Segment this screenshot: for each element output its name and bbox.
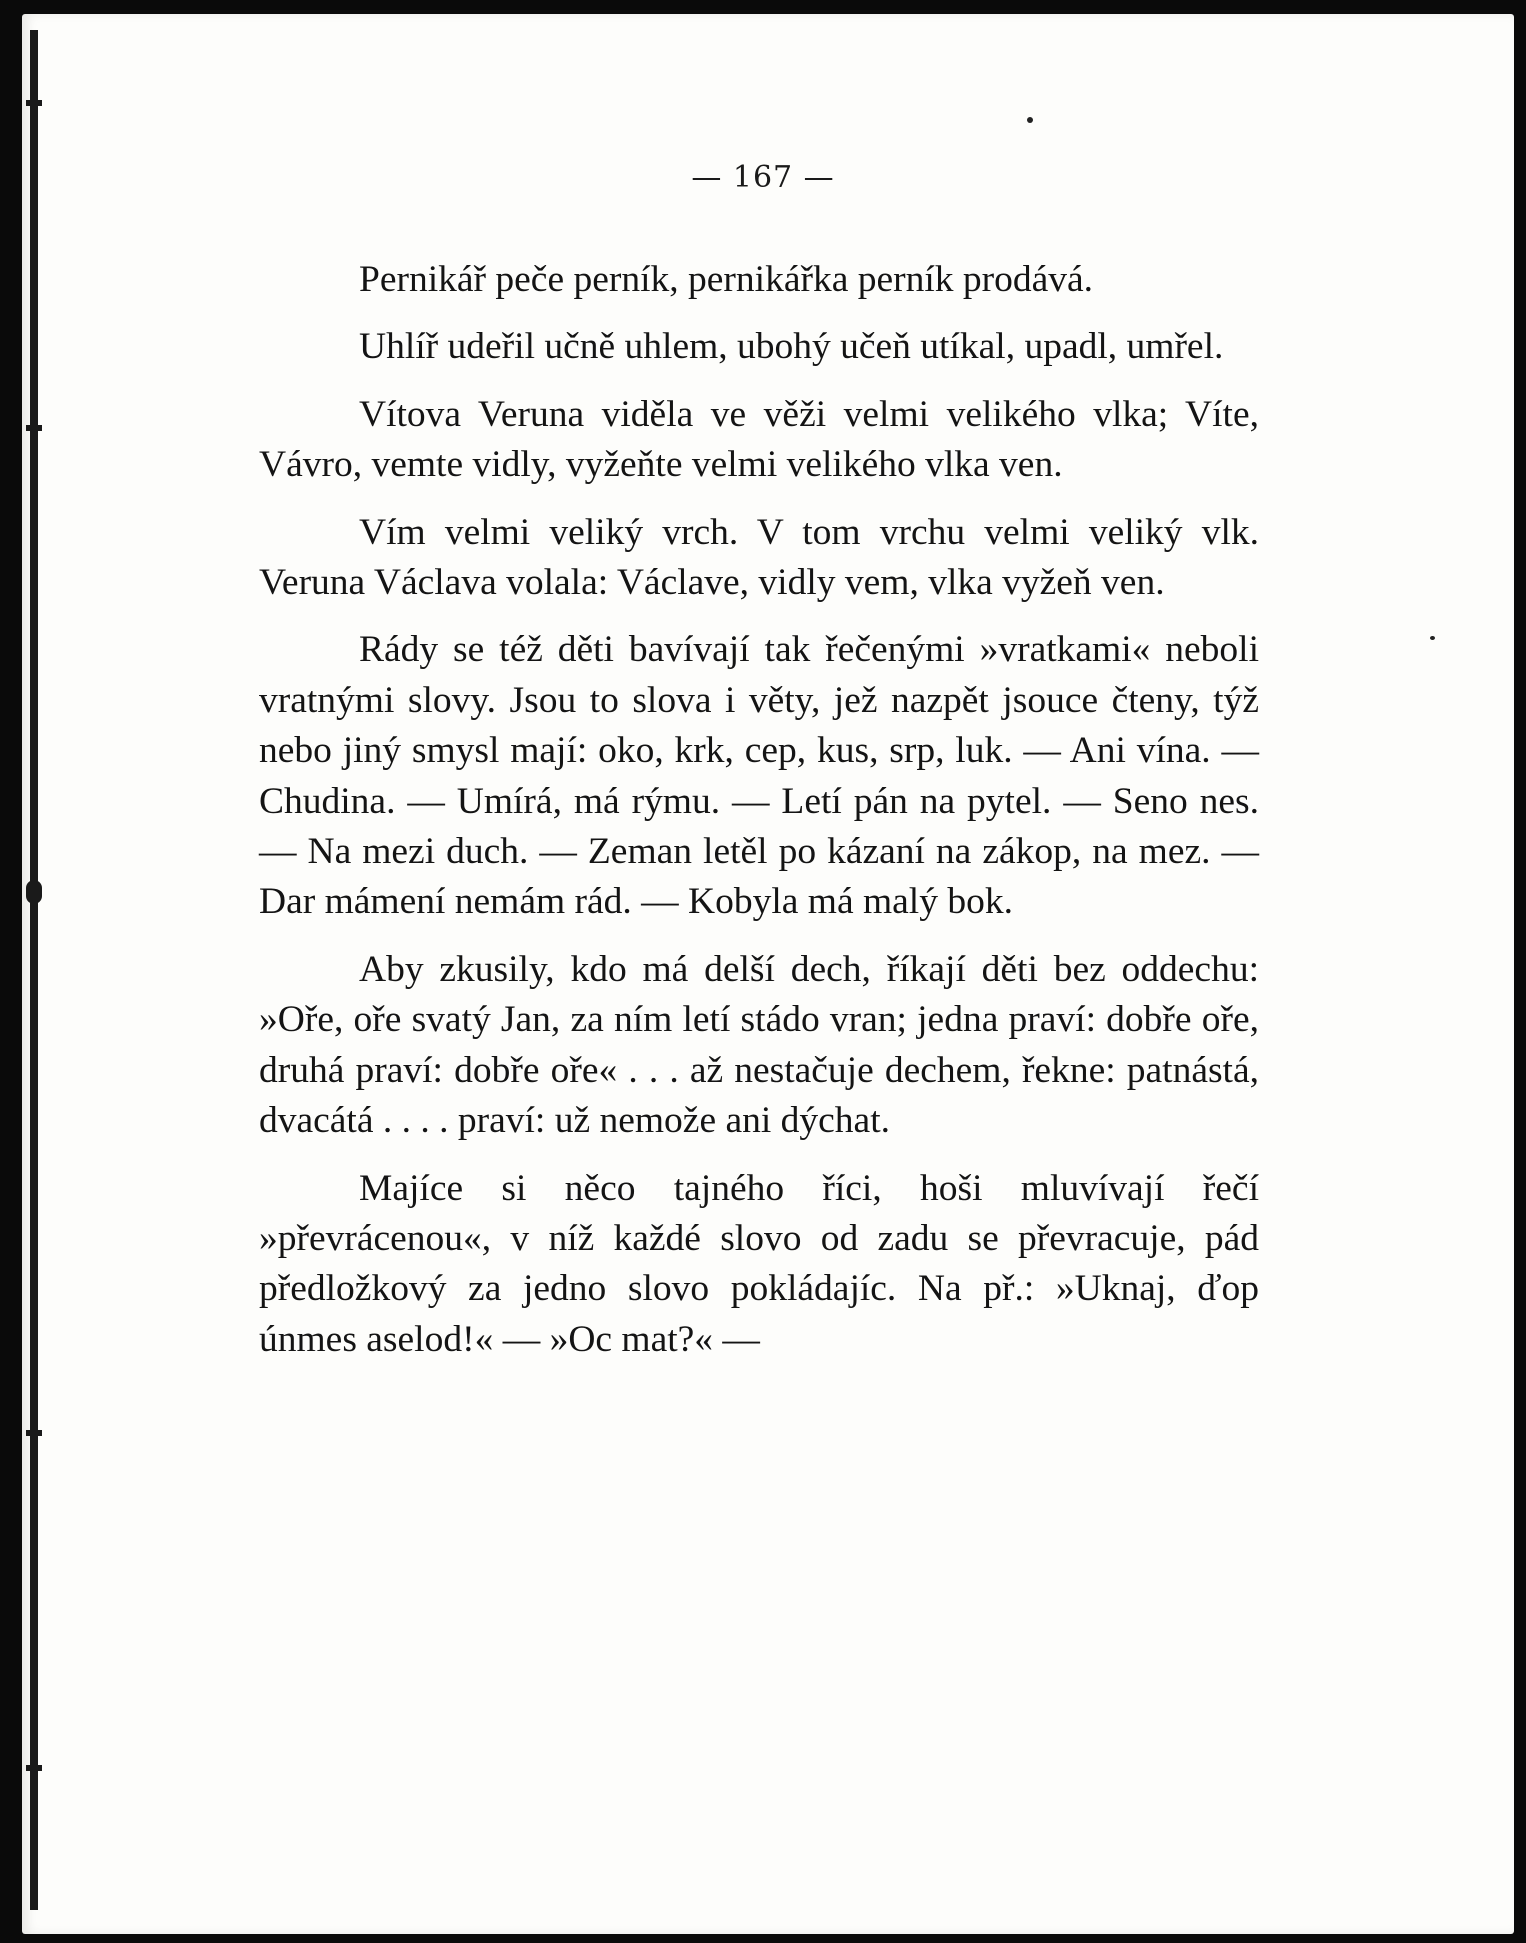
binding-notch [26, 100, 42, 106]
paragraph: Majíce si něco tajného říci, hoši mluvívají řečí »převrácenou«, v níž každé slovo od zadu se převracuje, pád předložkový za jedno slovo pokládajíc. Na př.: »Uknaj, ďop únmes aselod!« — »Oc mat?« — [259, 1167, 1259, 1360]
binding-notch [26, 1765, 42, 1771]
binding-notch [26, 425, 42, 431]
paragraph: Vítova Veruna viděla ve věži velmi velikého vlka; Víte, Vávro, vemte vidly, vyžeňte velmi velikého vlka ven. [259, 393, 1259, 486]
paragraph: Vím velmi veliký vrch. V tom vrchu velmi veliký vlk. Veruna Václava volala: Václave, vidly vem, vlka vyžeň ven. [259, 511, 1259, 604]
binding-notch [26, 1430, 42, 1436]
paragraph: Aby zkusily, kdo má delší dech, říkají děti bez oddechu: »Oře, oře svatý Jan, za ním letí stádo vran; jedna praví: dobře oře, druhá praví: dobře oře« . . . až nestačuje dechem, řekne: patnástá, dvacátá . . . . praví: už nemože ani dýchat. [259, 948, 1259, 1142]
paragraph: Uhlíř udeřil učně uhlem, ubohý učeň utíkal, upadl, umřel. [359, 326, 1224, 368]
body-text [259, 255, 1259, 1382]
binding-notch [26, 880, 42, 904]
page-number: — 167 — [691, 160, 835, 195]
page-binding-edge [30, 30, 38, 1910]
paragraph: Rády se též děti bavívají tak řečenými »vratkami« neboli vratnými slovy. Jsou to slova i věty, jež nazpět jsouce čteny, týž nebo jiný smysl mají: oko, krk, cep, kus, srp, luk. — Ani vína. — Chudina. — Umírá, má rýmu. — Letí pán na pytel. — Seno nes. — Na mezi duch. — Zeman letěl po kázaní na zákop, na mez. — Dar mámení nemám rád. — Kobyla má malý bok. [259, 629, 1259, 923]
ink-speck [1027, 117, 1033, 123]
ink-speck [1430, 636, 1435, 640]
paragraph: Pernikář peče perník, pernikářka perník prodává. [359, 259, 1094, 300]
